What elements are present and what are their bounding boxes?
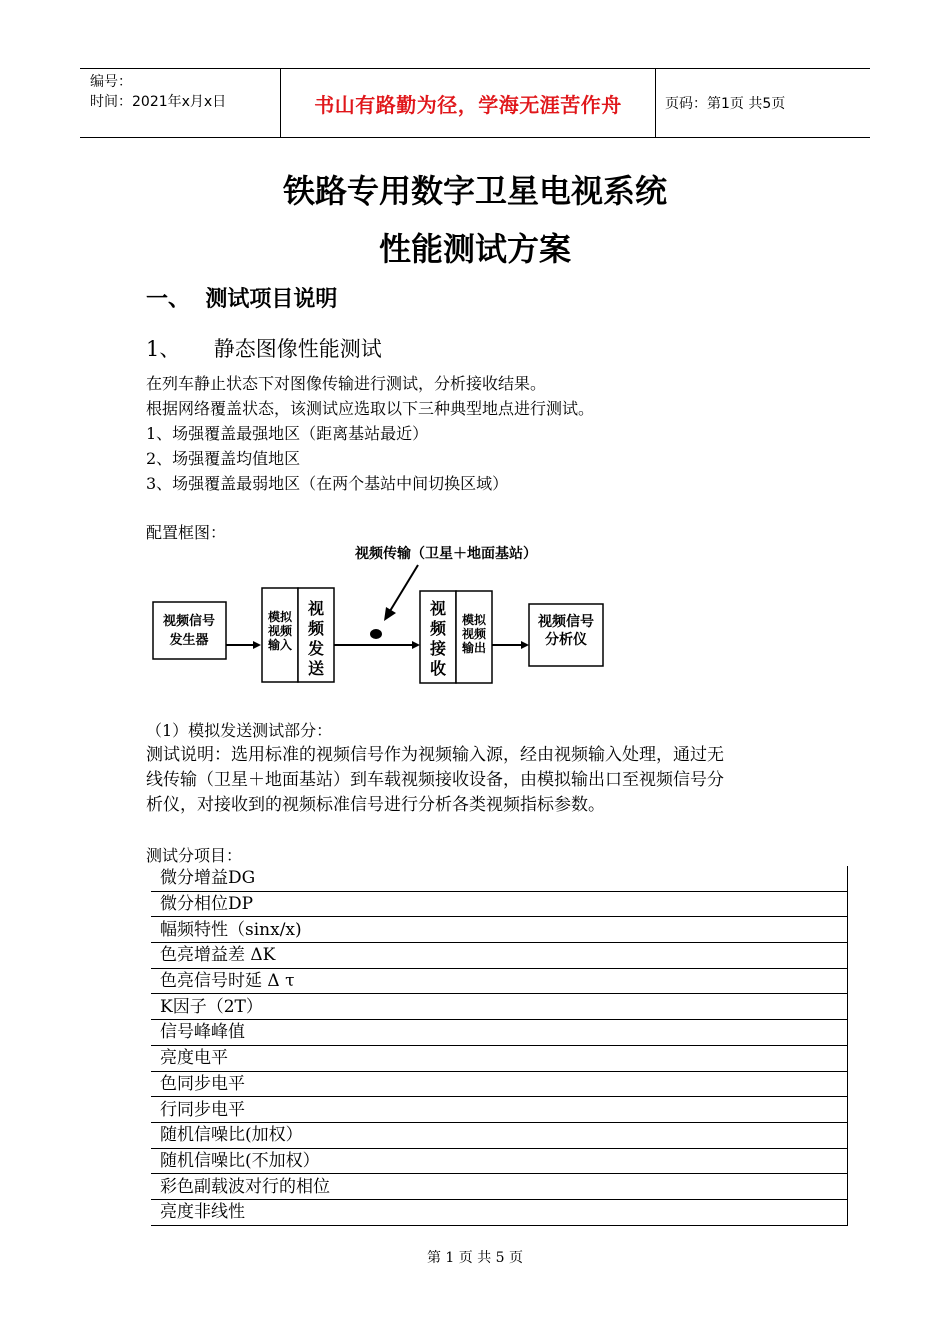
paragraph-1: 在列车静止状态下对图像传输进行测试，分析接收结果。 bbox=[146, 374, 547, 393]
table-row bbox=[151, 1174, 848, 1200]
table-row bbox=[151, 1045, 848, 1071]
analog-input-label-1: 模拟 bbox=[267, 610, 293, 624]
table-cell: K因子（2T） bbox=[151, 994, 848, 1020]
table-cell: 行同步电平 bbox=[151, 1097, 848, 1123]
analyzer-label-2: 分析仪 bbox=[545, 632, 587, 648]
receive-label-4: 收 bbox=[429, 659, 447, 678]
subsection-title: （1）模拟发送测试部分： bbox=[146, 721, 333, 740]
signal-dot bbox=[370, 629, 382, 639]
analyzer-label-1: 视频信号 bbox=[538, 614, 594, 630]
analog-output-label-1: 模拟 bbox=[461, 613, 487, 627]
table-cell: 色同步电平 bbox=[151, 1071, 848, 1097]
table-cell: 幅频特性（sinx/x) bbox=[151, 917, 848, 943]
subsection-heading: 1、 静态图像性能测试 bbox=[146, 337, 382, 361]
table-cell: 色亮信号时延 Δ τ bbox=[151, 968, 848, 994]
send-label-1: 视 bbox=[307, 599, 325, 618]
receive-label-2: 频 bbox=[429, 619, 447, 638]
table-cell: 随机信噪比(加权） bbox=[151, 1122, 848, 1148]
time-label: 时间：2021年x月x日 bbox=[90, 94, 227, 110]
generator-label-1: 视频信号 bbox=[162, 614, 216, 629]
analog-input-label-3: 输入 bbox=[267, 638, 293, 652]
table-cell: 信号峰峰值 bbox=[151, 1020, 848, 1046]
transmission-arrow bbox=[390, 565, 418, 611]
table-cell: 彩色副载波对行的相位 bbox=[151, 1174, 848, 1200]
description-line-3: 析仪，对接收到的视频标准信号进行分析各类视频指标参数。 bbox=[146, 795, 605, 815]
title-line-2: 性能测试方案 bbox=[378, 230, 571, 268]
page-footer: 第 1 页 共 5 页 bbox=[426, 1250, 524, 1266]
config-label: 配置框图： bbox=[146, 523, 227, 542]
analog-output-label-3: 输出 bbox=[461, 641, 487, 655]
section-heading: 一、 测试项目说明 bbox=[146, 287, 338, 312]
table-cell: 微分增益DG bbox=[151, 866, 848, 891]
transmission-label: 视频传输（卫星＋地面基站） bbox=[355, 546, 537, 562]
table-row bbox=[151, 994, 848, 1020]
send-label-2: 频 bbox=[307, 619, 325, 638]
send-label-4: 送 bbox=[307, 659, 325, 678]
number-label: 编号： bbox=[90, 74, 132, 90]
items-label: 测试分项目： bbox=[146, 846, 243, 865]
description-line-2: 线传输（卫星＋地面基站）到车载视频接收设备，由模拟输出口至视频信号分 bbox=[146, 770, 724, 790]
table-row bbox=[151, 1020, 848, 1046]
table-cell: 亮度非线性 bbox=[151, 1199, 848, 1225]
table-row bbox=[151, 866, 848, 891]
table-row bbox=[151, 1199, 848, 1225]
header-motto-cell bbox=[280, 69, 656, 137]
motto: 书山有路勤为径，学海无涯苦作舟 bbox=[314, 92, 622, 117]
table-cell: 随机信噪比(不加权） bbox=[151, 1148, 848, 1174]
receive-label-3: 接 bbox=[429, 639, 447, 658]
paragraph-2: 根据网络覆盖状态，该测试应选取以下三种典型地点进行测试。 bbox=[146, 399, 595, 418]
send-label-3: 发 bbox=[307, 639, 325, 658]
receive-label-1: 视 bbox=[429, 599, 447, 618]
title-line-1: 铁路专用数字卫星电视系统 bbox=[282, 172, 667, 210]
arrow-head bbox=[253, 641, 261, 649]
table-cell: 色亮增益差 ΔK bbox=[151, 943, 848, 969]
analog-output-label-2: 视频 bbox=[461, 627, 487, 641]
arrow-head bbox=[521, 641, 529, 649]
analog-input-label-2: 视频 bbox=[267, 624, 293, 638]
page-label: 页码：第1页 共5页 bbox=[665, 96, 786, 112]
list-item-2: 2、场强覆盖均值地区 bbox=[146, 449, 301, 468]
document-header bbox=[80, 68, 870, 138]
test-items-table bbox=[151, 866, 848, 1226]
table-row bbox=[151, 1148, 848, 1174]
table-cell: 亮度电平 bbox=[151, 1045, 848, 1071]
table-row bbox=[151, 917, 848, 943]
arrow-head bbox=[412, 641, 420, 649]
description-line-1: 测试说明：选用标准的视频信号作为视频输入源，经由视频输入处理，通过无 bbox=[146, 745, 724, 765]
table-cell: 微分相位DP bbox=[151, 891, 848, 917]
generator-box bbox=[153, 602, 226, 659]
table-row bbox=[151, 968, 848, 994]
table-row bbox=[151, 1071, 848, 1097]
config-diagram bbox=[140, 535, 620, 695]
table-row bbox=[151, 1097, 848, 1123]
generator-label-2: 发生器 bbox=[169, 633, 209, 648]
table-row bbox=[151, 943, 848, 969]
header-page-cell bbox=[655, 69, 870, 137]
table-row bbox=[151, 1122, 848, 1148]
list-item-3: 3、场强覆盖最弱地区（在两个基站中间切换区域） bbox=[146, 474, 509, 493]
list-item-1: 1、场强覆盖最强地区（距离基站最近） bbox=[146, 424, 429, 443]
header-meta bbox=[80, 69, 280, 137]
table-row bbox=[151, 891, 848, 917]
